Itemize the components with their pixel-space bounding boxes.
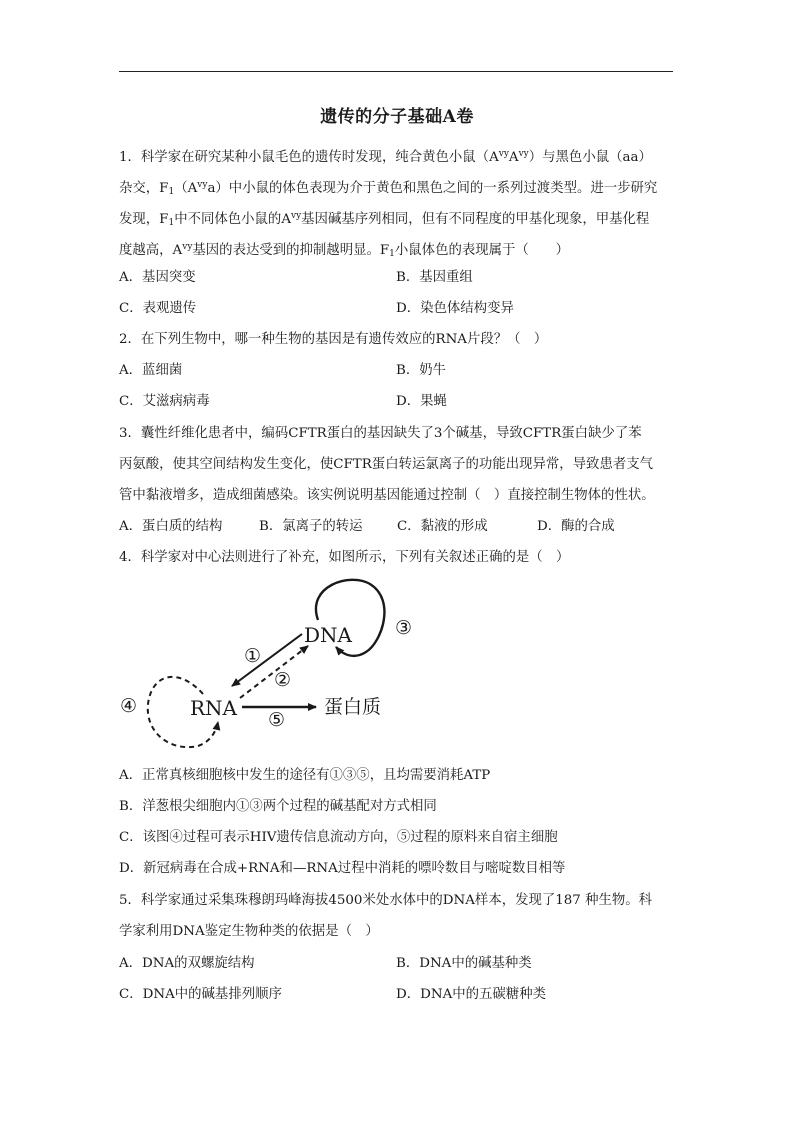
q2-option-d[interactable]: D．果蝇 bbox=[396, 394, 447, 409]
q4-option-d[interactable]: D．新冠病毒在合成+RNA和—RNA过程中消耗的嘌呤数目与嘧啶数目相等 bbox=[119, 861, 566, 876]
transcription-arrow bbox=[232, 634, 302, 686]
rna-label: RNA bbox=[190, 696, 238, 720]
q3-option-a[interactable]: A．蛋白质的结构 bbox=[119, 519, 223, 534]
q5-option-c[interactable]: C．DNA中的碱基排列顺序 bbox=[119, 987, 282, 1002]
q1-option-b[interactable]: B．基因重组 bbox=[396, 270, 473, 285]
q2-stem: 2．在下列生物中，哪一种生物的基因是有遗传效应的RNA片段？（ ） bbox=[119, 332, 548, 347]
q3-option-b[interactable]: B．氯离子的转运 bbox=[259, 519, 363, 534]
q1-stem-line-3: 发现，$F_1$中不同体色小鼠的$A^{vy}$基因碱基序列相同，但有不同程度的甲基化现象，甲基化程 bbox=[119, 211, 650, 228]
q5-stem-line-1: 5．科学家通过采集珠穆朗玛峰海拔4500米处水体中的DNA样本，发现了187 种生物。科 bbox=[119, 893, 653, 908]
q1-stem-line-2: 杂交，$F_1(A^{vy}a)$中小鼠的体色表现为介于黄色和黑色之间的一系列过渡类型。进一步研究 bbox=[119, 180, 658, 197]
dna-label: DNA bbox=[304, 623, 352, 647]
q2-option-a[interactable]: A．蓝细菌 bbox=[119, 363, 183, 378]
process-5-label: ⑤ bbox=[268, 709, 286, 731]
q4-option-a[interactable]: A．正常真核细胞核中发生的途径有①③⑤，且均需要消耗ATP bbox=[119, 768, 491, 783]
q1-stem-line-4: 度越高，$A^{vy}$基因的表达受到的抑制越明显。$F_1$小鼠体色的表现属于（ ） bbox=[119, 242, 569, 259]
q4-option-c[interactable]: C．该图④过程可表示HIV遗传信息流动方向，⑤过程的原料来自宿主细胞 bbox=[119, 830, 558, 845]
page-title: 遗传的分子基础A卷 bbox=[320, 107, 474, 127]
q1-option-c[interactable]: C．表观遗传 bbox=[119, 301, 197, 316]
q5-stem-line-2: 学家利用DNA鉴定生物种类的依据是（ ） bbox=[119, 924, 379, 939]
q3-stem-line-1: 3．囊性纤维化患者中，编码CFTR蛋白的基因缺失了3个碱基，导致CFTR蛋白缺少了苯 bbox=[119, 426, 642, 441]
q2-option-c[interactable]: C．艾滋病病毒 bbox=[119, 394, 210, 409]
q1-stem-line-1: 1．科学家在研究某种小鼠毛色的遗传时发现，纯合黄色小鼠$(A^{vy}A^{vy})$与黑色小鼠（aa） bbox=[119, 149, 652, 165]
process-2-label: ② bbox=[274, 669, 292, 691]
q4-option-b[interactable]: B．洋葱根尖细胞内①③两个过程的碱基配对方式相同 bbox=[119, 799, 437, 814]
header-rule bbox=[119, 71, 673, 72]
q5-option-a[interactable]: A．DNA的双螺旋结构 bbox=[119, 956, 255, 971]
central-dogma-diagram bbox=[110, 572, 440, 757]
process-1-label: ① bbox=[244, 645, 262, 667]
q3-stem-line-2: 丙氨酸，使其空间结构发生变化，使CFTR蛋白转运氯离子的功能出现异常，导致患者支气 bbox=[119, 457, 654, 472]
process-3-label: ③ bbox=[395, 617, 413, 639]
process-4-label: ④ bbox=[120, 695, 138, 717]
q3-option-d[interactable]: D．酶的合成 bbox=[537, 519, 615, 534]
q3-option-c[interactable]: C．黏液的形成 bbox=[397, 519, 488, 534]
q5-option-b[interactable]: B．DNA中的碱基种类 bbox=[396, 956, 532, 971]
q5-option-d[interactable]: D．DNA中的五碳糖种类 bbox=[396, 987, 546, 1002]
q1-option-a[interactable]: A．基因突变 bbox=[119, 270, 196, 285]
q2-option-b[interactable]: B．奶牛 bbox=[396, 363, 447, 378]
q1-option-d[interactable]: D．染色体结构变异 bbox=[396, 301, 514, 316]
protein-label: 蛋白质 bbox=[324, 696, 382, 718]
q4-stem: 4．科学家对中心法则进行了补充，如图所示，下列有关叙述正确的是（ ） bbox=[119, 550, 570, 565]
q3-stem-line-3: 管中黏液增多，造成细菌感染。该实例说明基因能通过控制（ ）直接控制生物体的性状。 bbox=[119, 488, 655, 503]
